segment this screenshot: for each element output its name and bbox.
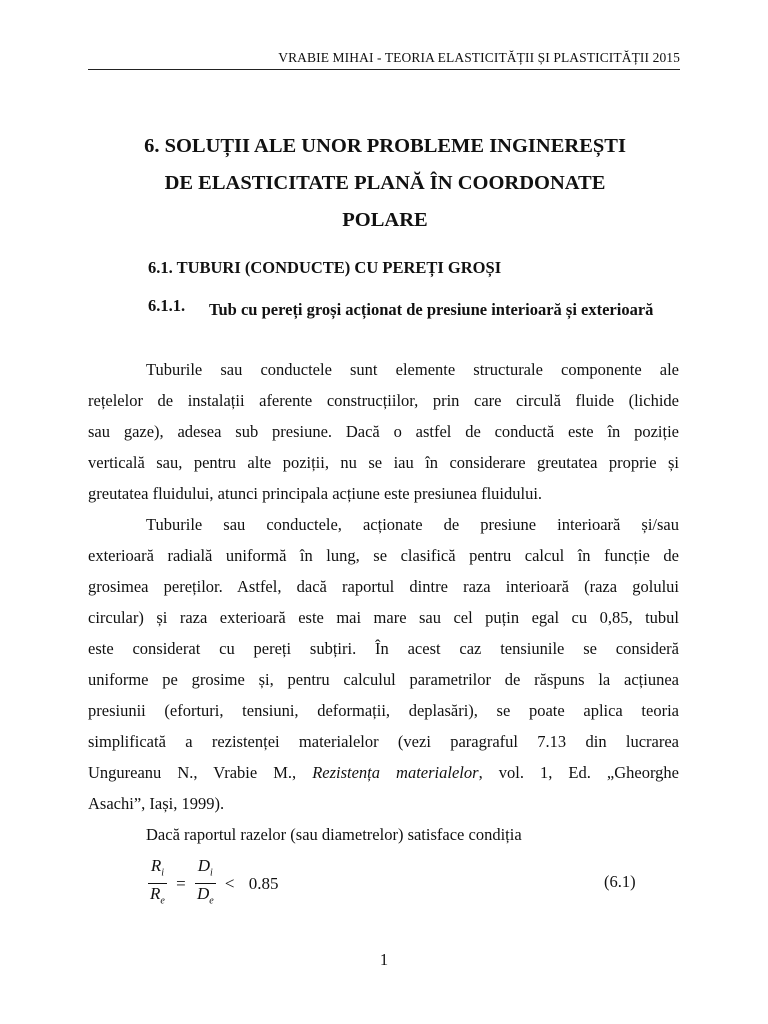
paragraph-line: sau gaze), adesea sub presiune. Dacă o astfel de conductă este în poziție bbox=[88, 422, 679, 441]
paragraph-line: Tuburile sau conductele sunt elemente structurale componente ale bbox=[146, 360, 679, 379]
fraction-denominator: $R_e$ bbox=[150, 884, 165, 907]
paragraph-line: grosimea pereților. Astfel, dacă raportul dintre raza interioară (raza golului bbox=[88, 577, 679, 596]
section-title: 6.1. TUBURI (CONDUCTE) CU PEREȚI GROȘI bbox=[148, 258, 502, 277]
less-than-sign: < bbox=[224, 873, 235, 893]
paragraph-line: greutatea fluidului, atunci principala acțiune este presiunea fluidului. bbox=[88, 484, 543, 503]
paragraph-line: Tuburile sau conductele, acționate de presiune interioară și/sau bbox=[146, 515, 679, 534]
subsection-number: 6.1.1. bbox=[148, 296, 186, 315]
paragraph-line: rețelelor de instalații aferente construcțiilor, prin care circulă fluide (lichide bbox=[88, 391, 679, 410]
paragraph-2 bbox=[88, 509, 679, 819]
header-rule bbox=[88, 69, 680, 70]
paragraph-line: verticală sau, pentru alte poziții, nu se iau în considerare greutatea proprie și bbox=[88, 453, 679, 472]
paragraph-line: Asachi”, Iași, 1999). bbox=[88, 794, 225, 813]
chapter-title bbox=[100, 128, 670, 239]
paragraph-line: circular) și raza exterioară este mai mare sau cel puțin egal cu 0,85, tubul bbox=[88, 608, 679, 627]
chapter-title-line: 6. SOLUȚII ALE UNOR PROBLEME INGINEREȘTI bbox=[144, 135, 626, 157]
subsection-title: Tub cu pereți groși acționat de presiune interioară și exterioară bbox=[209, 300, 654, 319]
chapter-title-line: POLARE bbox=[342, 209, 428, 231]
paragraph-line: presiunii (eforturi, tensiuni, deformații, deplasări), se poate aplica teoria bbox=[88, 701, 679, 720]
citation-authors: Ungureanu N., Vrabie M., bbox=[88, 763, 313, 782]
threshold-value: 0.85 bbox=[248, 873, 279, 893]
fraction-numerator: $D_i$ bbox=[195, 856, 216, 884]
paragraph-line: simplificată a rezistenței materialelor (vezi paragraful 7.13 din lucrarea bbox=[88, 732, 679, 751]
running-header: VRABIE MIHAI - TEORIA ELASTICITĂȚII ȘI PLASTICITĂȚII 2015 bbox=[278, 50, 680, 65]
citation-title: Rezistența materialelor bbox=[312, 763, 479, 782]
page-number: 1 bbox=[379, 950, 389, 969]
paragraph-3: Dacă raportul razelor (sau diametrelor) satisface condiția bbox=[146, 825, 522, 844]
citation-publisher: , vol. 1, Ed. „Gheorghe bbox=[478, 763, 679, 782]
paragraph-line: este considerat cu pereți subțiri. În acest caz tensiunile se consideră bbox=[88, 639, 679, 658]
equation-number: (6.1) bbox=[604, 872, 636, 891]
diameter-ratio-fraction bbox=[195, 856, 216, 912]
paragraph-line bbox=[88, 757, 679, 788]
radius-ratio-fraction bbox=[148, 856, 167, 912]
chapter-title-line: DE ELASTICITATE PLANĂ ÎN COORDONATE bbox=[164, 172, 606, 194]
fraction-numerator: $R_i$ bbox=[148, 856, 167, 884]
equals-sign: = bbox=[176, 873, 186, 893]
paragraph-line: exterioară radială uniformă în lung, se clasifică pentru calcul în funcție de bbox=[88, 546, 679, 565]
paragraph-line: uniforme pe grosime și, pentru calculul parametrilor de răspuns la acțiunea bbox=[88, 670, 679, 689]
fraction-denominator: $D_e$ bbox=[196, 884, 214, 907]
equation-6-1 bbox=[148, 856, 284, 910]
paragraph-1 bbox=[88, 354, 679, 509]
